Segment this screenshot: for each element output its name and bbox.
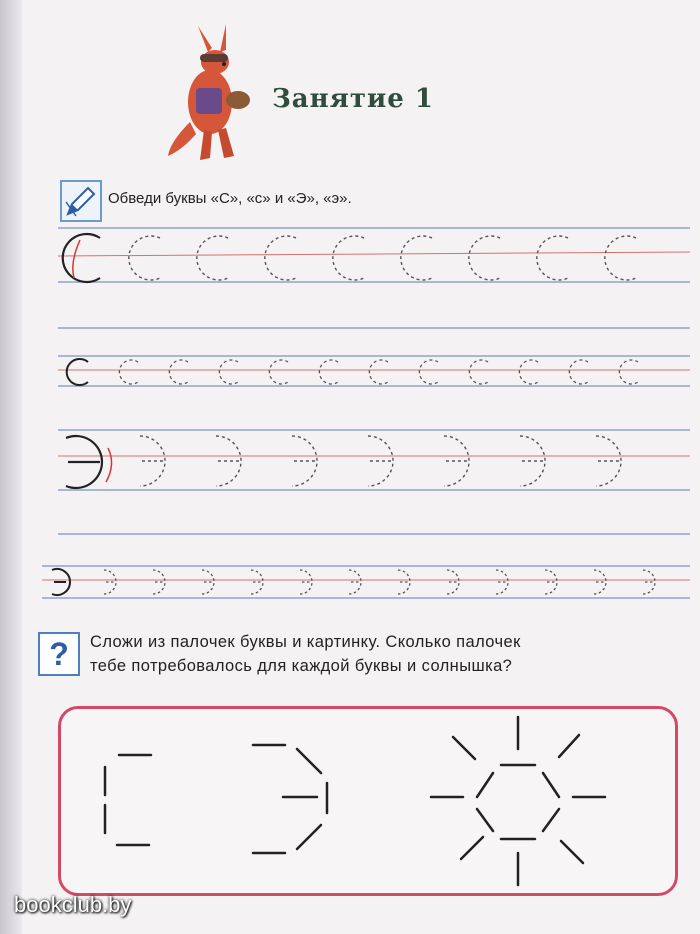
task2-line-2: тебе потребовалось для каждой буквы и солнышка?: [90, 657, 513, 675]
footer-watermark: bookclub.by: [14, 892, 132, 917]
task1-instruction: Обведи буквы «С», «с» и «Э», «э».: [108, 190, 352, 207]
lowercase-e-row: [52, 569, 655, 595]
uppercase-e-row: [66, 436, 622, 488]
sun-sticks: [431, 717, 605, 885]
lesson-title: Занятие 1: [272, 84, 434, 114]
letter-c-sticks: [105, 755, 151, 845]
question-mark-icon: ?: [38, 632, 80, 676]
letter-e-sticks: [253, 745, 327, 853]
stick-figures: [61, 709, 675, 893]
task2-instruction: [90, 630, 695, 678]
stick-figures-frame: [58, 706, 678, 896]
uppercase-c-row: [63, 234, 636, 282]
task2-line-1: Сложи из палочек буквы и картинку. Сколько палочек: [90, 633, 521, 651]
lowercase-c-row: [67, 359, 638, 385]
